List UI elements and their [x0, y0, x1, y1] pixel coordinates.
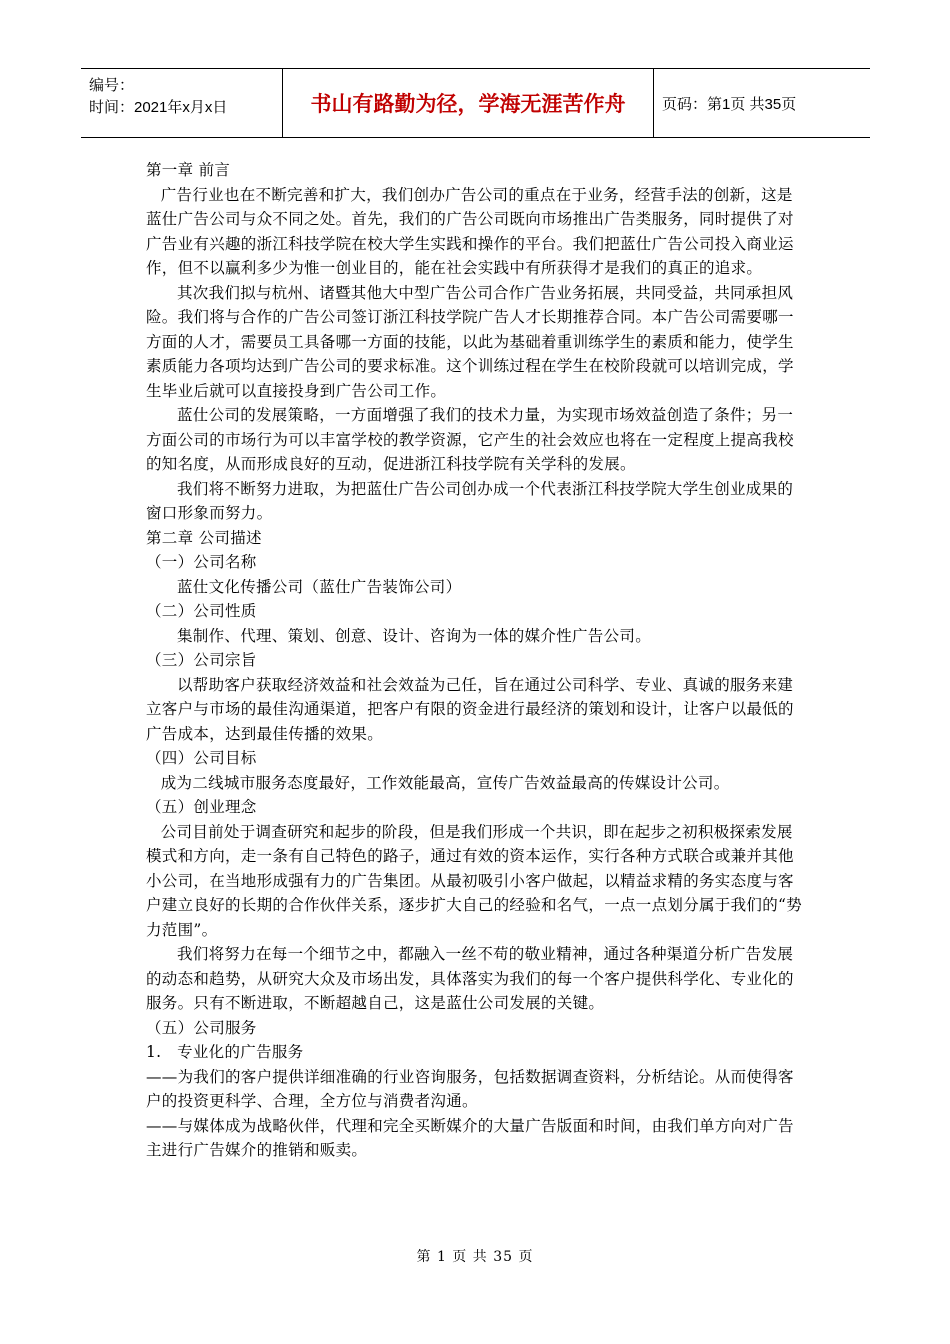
section-3-title: （三）公司宗旨 [146, 651, 257, 669]
section-5-paragraph-2: 我们将努力在每一个细节之中，都融入一丝不苟的敬业精神，通过各种渠道分析广告发展的动态和趋势，从研究大众及市场出发，具体落实为我们的每一个客户提供科学化、专业化的服务。只有不断进取，不断超越自己，这是蓝仕公司发展的关键。 [146, 945, 794, 1012]
chapter-1-paragraph-2: 其次我们拟与杭州、诸暨其他大中型广告公司合作广告业务拓展，共同受益，共同承担风险。我们将与合作的广告公司签订浙江科技学院广告人才长期推荐合同。本广告公司需要哪一方面的人才，需要员工具备哪一方面的技能，以此为基础着重训练学生的素质和能力，使学生素质能力各项均达到广告公司的要求标准。这个训练过程在学生在校阶段就可以培训完成，学生毕业后就可以直接投身到广告公司工作。 [146, 283, 794, 400]
service-1-title: 专业化的广告服务 [177, 1043, 304, 1061]
header-number-label: 编号： [89, 77, 135, 94]
section-2-title: （二）公司性质 [146, 602, 257, 620]
service-1-heading [146, 1040, 806, 1065]
chapter-1-paragraph-1: 广告行业也在不断完善和扩大，我们创办广告公司的重点在于业务，经营手法的创新，这是蓝仕广告公司与众不同之处。首先，我们的广告公司既向市场推出广告类服务，同时提供了对广告业有兴趣的浙江科技学院在校大学生实践和操作的平台。我们把蓝仕广告公司投入商业运作，但不以赢利多少为惟一创业目的，能在社会实践中有所获得才是我们的真正的追求。 [146, 185, 794, 277]
header-page-info: 页码：第1页 共35页 [662, 95, 797, 113]
section-4-text: 成为二线城市服务态度最好，工作效能最高，宣传广告效益最高的传媒设计公司。 [160, 773, 730, 792]
chapter-2-title: 第二章 公司描述 [146, 528, 262, 547]
document-body [146, 158, 806, 1163]
section-5-paragraph-1: 公司目前处于调查研究和起步的阶段，但是我们形成一个共识，即在起步之初积极探索发展模式和方向，走一条有自己特色的路子，通过有效的资本运作，实行各种方式联合或兼并其他小公司，在当地形成强有力的广告集团。从最初吸引小客户做起，以精益求精的务实态度与客户建立良好的长期的合作伙伴关系，逐步扩大自己的经验和名气，一点一点划分属于我们的“势力范围”。 [146, 822, 803, 939]
service-1-detail-2: ——与媒体成为战略伙伴，代理和完全买断媒介的大量广告版面和时间，由我们单方向对广告主进行广告媒介的推销和贩卖。 [146, 1116, 794, 1159]
header-meta [81, 69, 282, 137]
section-1-text: 蓝仕文化传播公司（蓝仕广告装饰公司） [177, 577, 462, 596]
page-footer: 第 1 页 共 35 页 [416, 1249, 534, 1265]
section-4-title: （四）公司目标 [146, 749, 257, 767]
header-motto: 书山有路勤为径，学海无涯苦作舟 [282, 69, 654, 137]
chapter-1-paragraph-3: 蓝仕公司的发展策略，一方面增强了我们的技术力量，为实现市场效益创造了条件；另一方面公司的市场行为可以丰富学校的教学资源，它产生的社会效应也将在一定程度上提高我校的知名度，从而形成良好的互动，促进浙江科技学院有关学科的发展。 [146, 406, 794, 473]
section-1-title: （一）公司名称 [146, 553, 257, 571]
chapter-1-paragraph-4: 我们将不断努力进取，为把蓝仕广告公司创办成一个代表浙江科技学院大学生创业成果的窗口形象而努力。 [146, 479, 794, 522]
service-1-detail-1: ——为我们的客户提供详细准确的行业咨询服务，包括数据调查资料，分析结论。从而使得客户的投资更科学、合理，全方位与消费者沟通。 [146, 1067, 794, 1110]
service-1-number: 1. [146, 1043, 162, 1061]
chapter-1-title: 第一章 前言 [146, 161, 231, 179]
page-header [81, 68, 870, 138]
section-2-text: 集制作、代理、策划、创意、设计、咨询为一体的媒介性广告公司。 [177, 626, 652, 645]
header-time-label: 时间：2021年x月x日 [89, 99, 228, 116]
section-5-title: （五）创业理念 [146, 798, 257, 816]
section-3-text: 以帮助客户获取经济效益和社会效益为己任，旨在通过公司科学、专业、真诚的服务来建立客户与市场的最佳沟通渠道，把客户有限的资金进行最经济的策划和设计，让客户以最低的广告成本，达到最佳传播的效果。 [146, 675, 794, 743]
section-6-title: （五）公司服务 [146, 1018, 257, 1037]
